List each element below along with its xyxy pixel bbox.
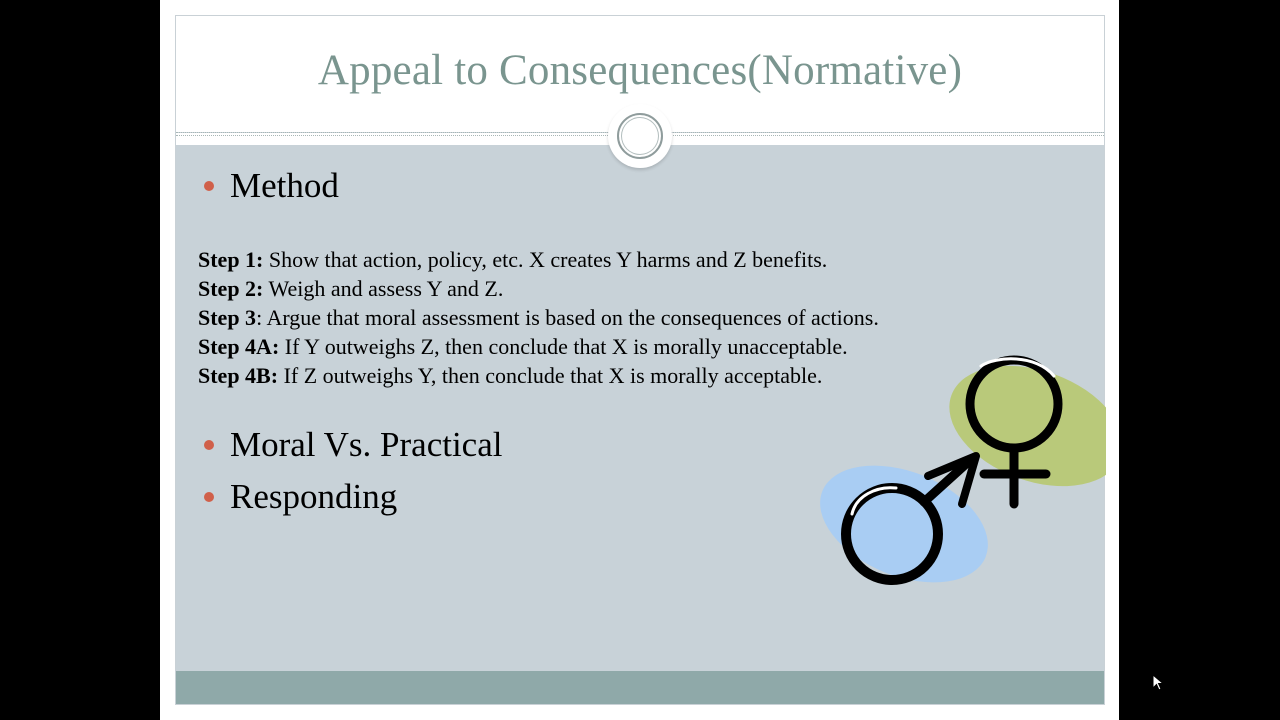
bullet-method-label: Method — [230, 166, 339, 205]
bullet-dot-icon — [204, 492, 214, 502]
bullet-method — [204, 166, 339, 206]
ring-ornament-icon — [608, 104, 672, 168]
bullet-dot-icon — [204, 440, 214, 450]
slide-title: Appeal to Consequences(Normative) — [317, 47, 963, 94]
step-line — [198, 245, 879, 274]
step-text: If Y outweighs Z, then conclude that X is morally unacceptable. — [279, 334, 848, 359]
bullet-responding-label: Responding — [230, 477, 398, 516]
step-line — [198, 361, 879, 390]
female-blob — [933, 346, 1106, 508]
step-line — [198, 303, 879, 332]
bullet-dot-icon — [204, 181, 214, 191]
step-label: Step 2: — [198, 276, 264, 301]
step-label: Step 4A: — [198, 334, 280, 359]
step-text: If Z outweighs Y, then conclude that X is morally acceptable. — [278, 363, 823, 388]
bullet-responding — [204, 477, 397, 517]
gender-symbols-clipart — [816, 346, 1106, 611]
step-line — [198, 274, 879, 303]
step-text: Weigh and assess Y and Z. — [263, 276, 504, 301]
slide — [176, 16, 1104, 704]
step-text: : Argue that moral assessment is based on the consequences of actions. — [256, 305, 879, 330]
step-label: Step 4B: — [198, 363, 279, 388]
bullet-moral-vs-practical — [204, 425, 502, 465]
step-label: Step 3 — [198, 305, 257, 330]
steps-list — [198, 245, 879, 390]
footer-band — [176, 671, 1104, 704]
bullet-moral-vs-practical-label: Moral Vs. Practical — [230, 425, 503, 464]
step-line — [198, 332, 879, 361]
ring-ornament-inner — [617, 113, 663, 159]
step-label: Step 1: — [198, 247, 264, 272]
mouse-cursor-icon — [1152, 674, 1166, 692]
step-text: Show that action, policy, etc. X creates Y harms and Z benefits. — [263, 247, 828, 272]
